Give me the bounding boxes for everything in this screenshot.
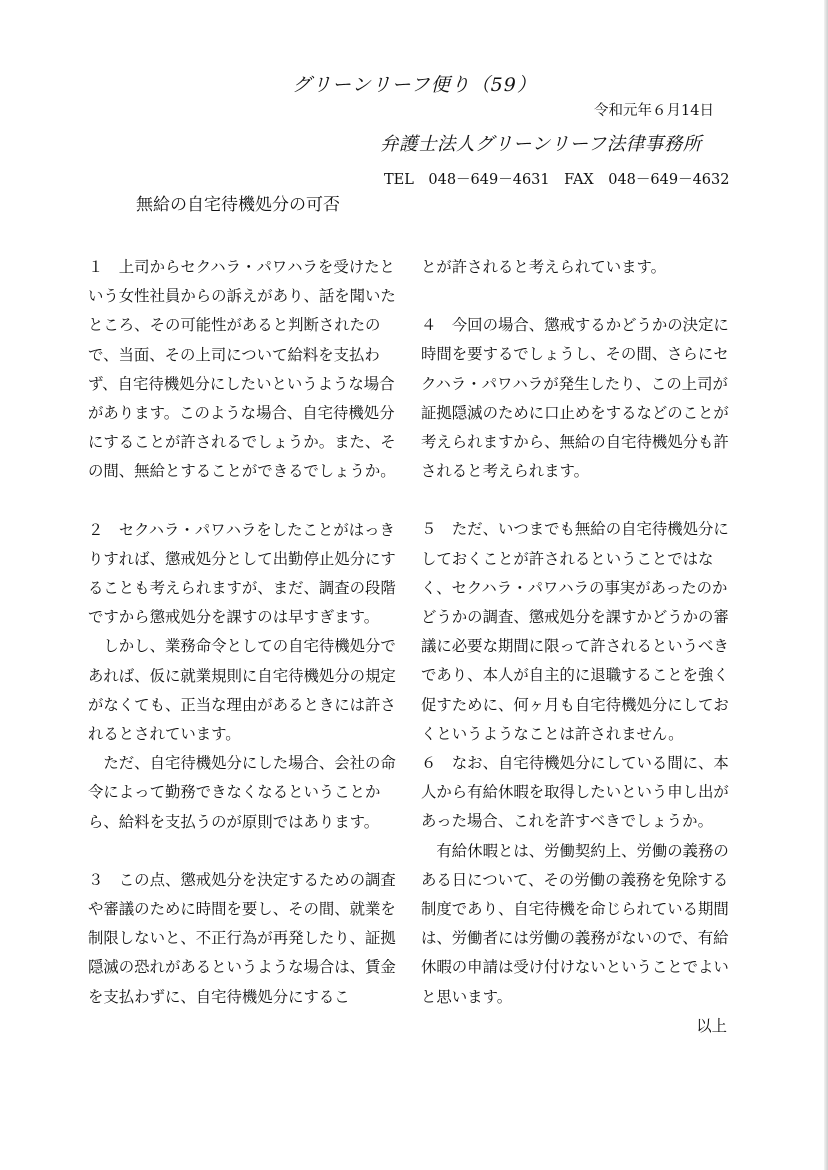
paragraph-gap (88, 487, 400, 516)
paragraph-3-continued: とが許されると考えられています。 (421, 258, 667, 276)
newsletter-title: グリーンリーフ便り（59） (292, 74, 537, 96)
right-column (421, 253, 733, 1041)
paragraph-gap (421, 486, 733, 515)
paragraph-1: １ 上司からセクハラ・パワハラを受けたという女性社員からの訴えがあり、話を聞いたところ、その可能性があると判断されたので、当面、その上司について給料を支払わず、自宅待機処分にしたいというような場合があります。このような場合、自宅待機処分にすることが許されるでしょうか。また、その間、無給とすることができるでしょうか。 (88, 258, 396, 481)
scan-edge (824, 0, 828, 1170)
article-title: 無給の自宅待機処分の可否 (136, 195, 340, 215)
paragraph-2b: しかし、業務命令としての自宅待機処分であれば、仮に就業規則に自宅待機処分の規定がなくても、正当な理由があるときには許されるとされています。 (88, 637, 396, 744)
contact-line: TEL 048－649－4631 FAX 048－649－4632 (384, 172, 730, 188)
paragraph-2c: ただ、自宅待機処分にした場合、会社の命令によって勤務できなくなるということから、給料を支払うのが原則ではあります。 (88, 754, 396, 831)
firm-name: 弁護士法人グリーンリーフ法律事務所 (380, 134, 702, 155)
paragraph-3: ３ この点、懲戒処分を決定するための調査や審議のために時間を要し、その間、就業を制限しないと、不正行為が再発したり、証拠隠滅の恐れがあるというような場合は、賃金を支払わずに、自宅待機処分にするこ (88, 870, 396, 1006)
issue-date: 令和元年６月14日 (594, 103, 714, 119)
left-column (88, 253, 400, 1012)
paragraph-5: ５ ただ、いつまでも無給の自宅待機処分にしておくことが許されるということではなく、セクハラ・パワハラの事実があったのかどうかの調査、懲戒処分を課すかどうかの審議に必要な期間に限って許されるというべきであり、本人が自主的に退職することを強く促すために、何ヶ月も自宅待機処分にしておくというようなことは許されません。 (421, 520, 729, 743)
paragraph-gap (88, 837, 400, 866)
paragraph-6: ６ なお、自宅待機処分にしている間に、本人から有給休暇を取得したいという申し出があった場合、これを許すべきでしょうか。 (421, 754, 729, 831)
paragraph-2: ２ セクハラ・パワハラをしたことがはっきりすれば、懲戒処分として出勤停止処分にすることも考えられますが、まだ、調査の段階ですから懲戒処分を課すのは早すぎます。 (88, 520, 396, 627)
paragraph-6b: 有給休暇とは、労働契約上、労働の義務のある日について、その労働の義務を免除する制度であり、自宅待機を命じられている期間は、労働者には労働の義務がないので、有給休暇の申請は受け付けないということでよいと思います。 (421, 841, 729, 1006)
closing-row (421, 1012, 733, 1041)
closing-mark: 以上 (696, 1016, 727, 1035)
paragraph-gap (421, 282, 733, 311)
paragraph-4: ４ 今回の場合、懲戒するかどうかの決定に時間を要するでしょうし、その間、さらにセクハラ・パワハラが発生したり、この上司が証拠隠滅のために口止めをするなどのことが考えられますから、無給の自宅待機処分も許されると考えられます。 (421, 316, 729, 481)
